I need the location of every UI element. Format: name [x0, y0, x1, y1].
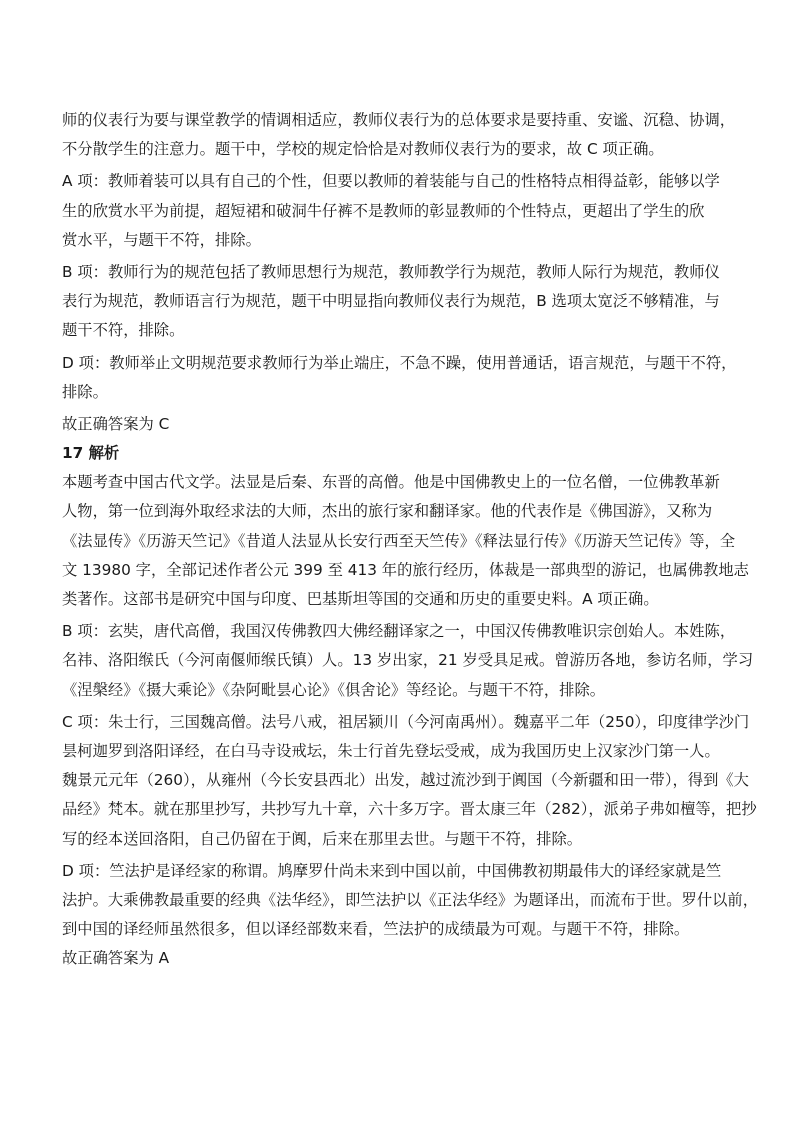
text-line: A 项：教师着装可以具有自己的个性，但要以教师的着装能与自己的性格特点相得益彰，能够以学 [62, 172, 720, 191]
text-line: 人物，第一位到海外取经求法的大师，杰出的旅行家和翻译家。他的代表作是《佛国游》，又称为 [62, 502, 713, 521]
text-line: 写的经本送回洛阳，自己仍留在于阗，后来在那里去世。与题干不符，排除。 [62, 829, 583, 848]
text-line: 名祎、洛阳缑氏（今河南偃师缑氏镇）人。13 岁出家，21 岁受具足戒。曾游历各地，参访名师，学习 [62, 651, 754, 670]
text-line: 文 13980 字，全部记述作者公元 399 至 413 年的旅行经历，体裁是一部典型的游记，也属佛教地志 [62, 560, 749, 579]
text-line: 类著作。这部书是研究中国与印度、巴基斯坦等国的交通和历史的重要史料。A 项正确。 [62, 590, 659, 608]
text-line: 师的仪表行为要与课堂教学的情调相适应，教师仪表行为的总体要求是要持重、安谧、沉稳、协调， [62, 111, 736, 129]
text-line: C 项：朱士行，三国魏高僧。法号八戒，祖居颍川（今河南禹州）。魏嘉平二年（250），印度律学沙门 [62, 712, 750, 731]
text-line: 本题考查中国古代文学。法显是后秦、东晋的高僧。他是中国佛教史上的一位名僧，一位佛教革新 [62, 473, 720, 492]
text-line: 品经》梵本。就在那里抄写，共抄写九十章，六十多万字。晋太康三年（282），派弟子弗如檀等，把抄 [62, 800, 757, 819]
text-line: 不分散学生的注意力。题干中，学校的规定恰恰是对教师仪表行为的要求，故 C 项正确。 [62, 140, 664, 159]
answer-line: 故正确答案为 C [62, 414, 170, 433]
text-line: 生的欣赏水平为前提，超短裙和破洞牛仔裤不是教师的彰显教师的个性特点，更超出了学生的欣 [62, 201, 705, 220]
text-line: 昙柯迦罗到洛阳译经，在白马寺设戒坛，朱士行首先登坛受戒，成为我国历史上汉家沙门第一人。 [62, 741, 720, 760]
text-line: 排除。 [62, 382, 108, 401]
text-line: 赏水平，与题干不符，排除。 [62, 230, 261, 249]
text-line: 法护。大乘佛教最重要的经典《法华经》，即竺法护以《正法华经》为题译出，而流布于世。罗什以前， [62, 890, 759, 909]
text-line: 《法显传》《历游天竺记》《昔道人法显从长安行西至天竺传》《释法显行传》《历游天竺记传》等，全 [62, 531, 736, 550]
text-line: 到中国的译经师虽然很多，但以译经部数来看，竺法护的成绩最为可观。与题干不符，排除。 [62, 920, 690, 939]
text-line: 表行为规范，教师语言行为规范，题干中明显指向教师仪表行为规范，B 选项太宽泛不够精准，与 [62, 292, 720, 311]
text-line: 魏景元元年（260），从雍州（今长安县西北）出发，越过流沙到于阗国（今新疆和田一带），得到《大 [62, 771, 749, 790]
document-body [62, 106, 759, 973]
text-line: D 项：教师举止文明规范要求教师行为举止端庄，不急不躁，使用普通话，语言规范，与题干不符， [62, 353, 737, 372]
text-line: 题干不符，排除。 [62, 321, 185, 340]
section-heading: 17 解析 [62, 444, 120, 463]
text-line: B 项：教师行为的规范包括了教师思想行为规范，教师教学行为规范，教师人际行为规范，教师仪 [62, 262, 720, 281]
text-line: 《涅槃经》《摄大乘论》《杂阿毗昙心论》《俱舍论》等经论。与题干不符，排除。 [62, 680, 606, 699]
answer-line: 故正确答案为 A [62, 949, 170, 968]
text-line: B 项：玄奘，唐代高僧，我国汉传佛教四大佛经翻译家之一，中国汉传佛教唯识宗创始人。本姓陈， [62, 622, 736, 641]
text-line: D 项：竺法护是译经家的称谓。鸠摩罗什尚未来到中国以前，中国佛教初期最伟大的译经家就是竺 [62, 861, 722, 880]
